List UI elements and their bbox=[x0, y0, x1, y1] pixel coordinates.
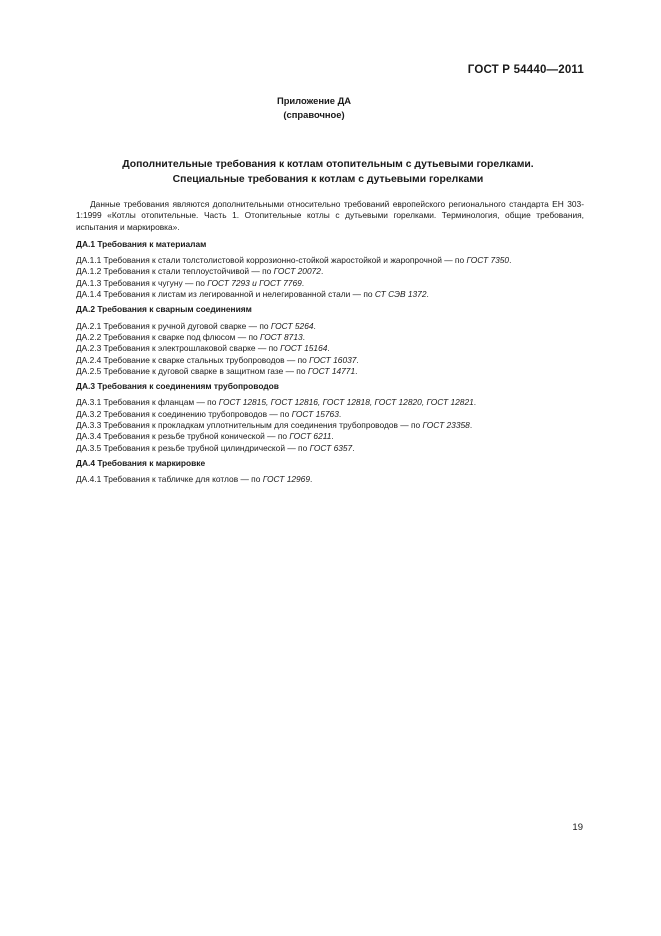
requirement-item bbox=[76, 355, 584, 366]
requirement-item bbox=[76, 366, 584, 377]
document-title bbox=[72, 157, 584, 187]
requirement-end: . bbox=[509, 255, 512, 266]
requirement-end: . bbox=[301, 277, 305, 288]
requirement-end: . bbox=[352, 442, 355, 453]
standard-reference: ГОСТ 12815, ГОСТ 12816, ГОСТ 12818, ГОСТ 12820, ГОСТ 12821 bbox=[218, 397, 474, 408]
requirement-text: ДА.3.5 Требования к резьбе трубной цилиндрической — по bbox=[76, 442, 310, 453]
section-pipe-connections bbox=[76, 381, 584, 454]
requirement-text: ДА.3.4 Требования к резьбе трубной конической — по bbox=[76, 431, 290, 442]
requirement-end: . bbox=[313, 320, 316, 331]
standard-reference: ГОСТ 12969 bbox=[262, 474, 310, 485]
standard-reference: СТ СЭВ 1372 bbox=[374, 289, 427, 300]
requirement-item bbox=[76, 321, 584, 332]
section-heading: ДА.4 Требования к маркировке bbox=[76, 457, 206, 468]
requirement-text: ДА.3.3 Требования к прокладкам уплотнительным для соединения трубопроводов — по bbox=[76, 420, 423, 431]
requirement-end: . bbox=[473, 397, 477, 408]
requirement-text: ДА.1.4 Требования к листам из легированной и нелегированной стали — по bbox=[76, 289, 375, 300]
requirement-text: ДА.2.1 Требования к ручной дуговой сварке — по bbox=[76, 320, 271, 331]
annex-title: Приложение ДА bbox=[276, 95, 352, 106]
standard-reference: ГОСТ 15763 bbox=[291, 408, 339, 419]
document-title-line-1: Дополнительные требования к котлам отопительным с дутьевыми горелками. bbox=[122, 159, 534, 170]
standard-reference: ГОСТ 23358 bbox=[422, 420, 470, 431]
intro-paragraph: Данные требования являются дополнительными относительно требований европейского регионального стандарта ЕН 303-1:1999 «Котлы отопительные. Часть 1. Отопительные котлы с дутьевыми горелками. Терминология, общие требования, испытания и маркировка». bbox=[76, 199, 584, 232]
requirement-end: . bbox=[331, 431, 334, 442]
requirement-item bbox=[76, 474, 584, 485]
requirement-item bbox=[76, 255, 584, 266]
standard-reference: ГОСТ 7350 bbox=[466, 255, 510, 266]
requirement-end: . bbox=[356, 354, 359, 365]
annex-subtitle: (справочное) bbox=[283, 109, 345, 120]
standard-reference: ГОСТ 16037 bbox=[309, 354, 357, 365]
requirement-item bbox=[76, 409, 584, 420]
document-title-line-2: Специальные требования к котлам с дутьевыми горелками bbox=[172, 174, 484, 185]
section-materials bbox=[76, 239, 584, 300]
standard-reference: ГОСТ 7293 и ГОСТ 7769 bbox=[207, 277, 302, 288]
standard-reference: ГОСТ 14771 bbox=[307, 365, 356, 376]
requirement-text: ДА.4.1 Требования к табличке для котлов — по bbox=[76, 474, 263, 485]
requirement-item bbox=[76, 397, 584, 408]
requirement-item bbox=[76, 343, 584, 354]
document-standard-header: ГОСТ Р 54440—2011 bbox=[467, 64, 584, 76]
requirement-text: ДА.2.2 Требования к сварке под флюсом — по bbox=[76, 331, 260, 342]
annex-heading bbox=[0, 94, 628, 122]
requirement-end: . bbox=[327, 343, 330, 354]
standard-reference: ГОСТ 8713 bbox=[260, 331, 303, 342]
section-heading: ДА.3 Требования к соединениям трубопроводов bbox=[76, 381, 279, 392]
requirement-item bbox=[76, 420, 584, 431]
requirement-text: ДА.3.2 Требования к соединению трубопроводов — по bbox=[76, 408, 292, 419]
section-welded-joints bbox=[76, 304, 584, 377]
requirement-end: . bbox=[320, 266, 324, 277]
requirement-text: ДА.2.3 Требования к электрошлаковой сварке — по bbox=[76, 343, 281, 354]
requirement-end: . bbox=[302, 331, 305, 342]
requirement-text: ДА.3.1 Требования к фланцам — по bbox=[76, 397, 219, 408]
requirement-text: ДА.2.5 Требование к дуговой сварке в защитном газе — по bbox=[76, 365, 308, 376]
requirement-end: . bbox=[469, 420, 473, 431]
standard-reference: ГОСТ 5264 bbox=[270, 320, 314, 331]
requirement-end: . bbox=[338, 408, 342, 419]
section-marking bbox=[76, 458, 584, 486]
requirement-text: ДА.2.4 Требование к сварке стальных трубопроводов — по bbox=[76, 354, 310, 365]
requirement-item bbox=[76, 289, 584, 300]
requirement-text: ДА.1.1 Требования к стали толстолистовой коррозионно-стойкой жаростойкой и жаропрочной — по bbox=[76, 255, 467, 266]
section-heading: ДА.2 Требования к сварным соединениям bbox=[76, 304, 252, 315]
document-body bbox=[76, 199, 584, 486]
requirement-item bbox=[76, 431, 584, 442]
requirement-item bbox=[76, 332, 584, 343]
section-heading: ДА.1 Требования к материалам bbox=[76, 238, 207, 249]
page-number: 19 bbox=[572, 822, 583, 833]
requirement-end: . bbox=[426, 289, 429, 300]
standard-reference: ГОСТ 15164 bbox=[280, 343, 328, 354]
requirement-item bbox=[76, 443, 584, 454]
requirement-text: ДА.1.2 Требования к стали теплоустойчивой — по bbox=[76, 266, 274, 277]
requirement-text: ДА.1.3 Требования к чугуну — по bbox=[76, 277, 208, 288]
standard-reference: ГОСТ 6357 bbox=[309, 442, 353, 453]
requirement-end: . bbox=[310, 474, 313, 485]
standard-reference: ГОСТ 6211 bbox=[289, 431, 332, 442]
requirement-end: . bbox=[355, 365, 358, 376]
requirement-item bbox=[76, 266, 584, 277]
requirement-item bbox=[76, 278, 584, 289]
standard-reference: ГОСТ 20072 bbox=[273, 266, 321, 277]
